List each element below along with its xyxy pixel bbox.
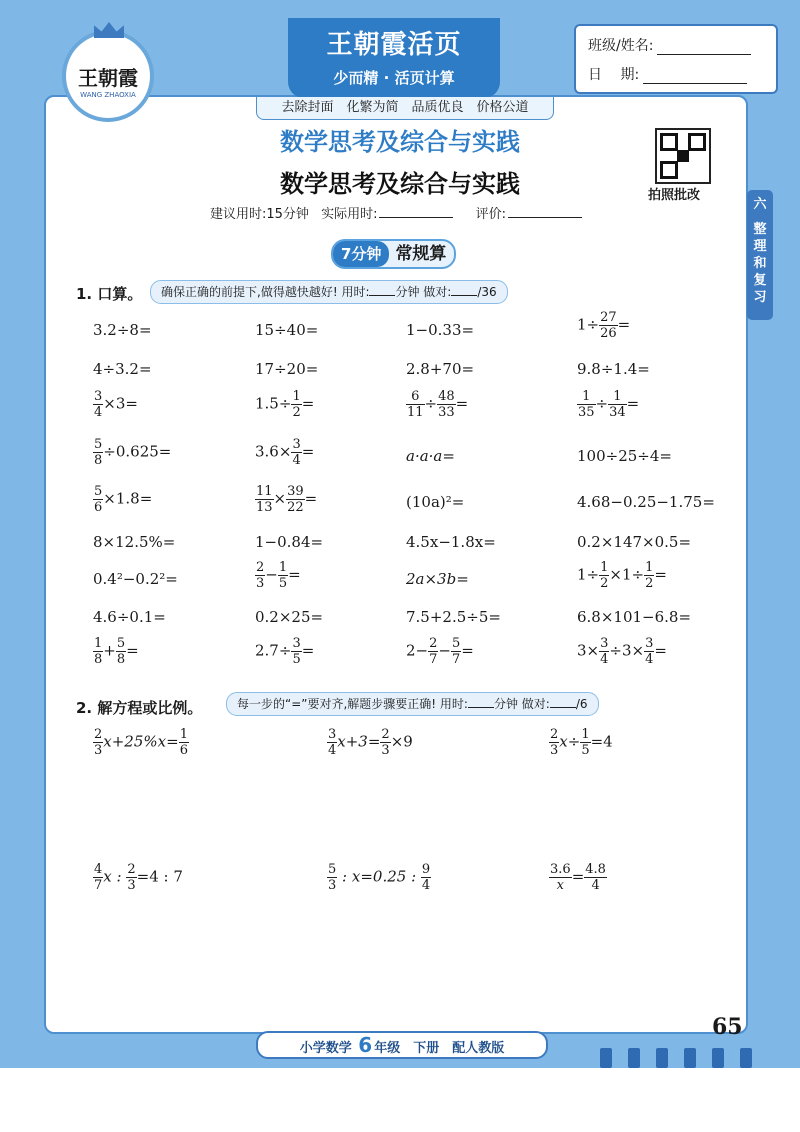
rating-field[interactable]: [508, 205, 582, 218]
oral-problem: $\frac{5}{6}$ ×1.8=: [94, 484, 153, 515]
time-field[interactable]: [468, 696, 494, 708]
oral-problem: 8×12.5%=: [93, 533, 176, 551]
oral-problem: 4÷3.2=: [93, 360, 152, 378]
rating-label: 评价:: [475, 207, 506, 222]
hint-text: 分钟 做对:: [395, 285, 452, 299]
footer-edition: 年级 下册 配人教版: [374, 1041, 505, 1056]
oral-problem: $\frac{11}{13}$ × $\frac{39}{22}$ =: [256, 484, 318, 515]
oral-problem: $\frac{6}{11}$ ÷ $\frac{48}{33}$ =: [407, 389, 469, 420]
suggested-time: 建议用时:15分钟: [210, 207, 309, 222]
actual-time-label: 实际用时:: [321, 207, 378, 222]
side-tab-char: 习: [753, 290, 767, 305]
date-label: 日 期:: [588, 67, 640, 83]
oral-problem: 0.2×147×0.5=: [577, 533, 692, 551]
hint-text: 每一步的“=”要对齐,解题步骤要正确! 用时:: [237, 697, 468, 711]
side-tab-char: 六: [753, 197, 767, 212]
equation: $\frac{2}{3}$ x+25%x= $\frac{1}{6}$: [94, 727, 188, 758]
score-field[interactable]: [451, 284, 477, 296]
oral-problem: 9.8÷1.4=: [577, 360, 650, 378]
oral-problem: 2.7÷ $\frac{3}{5}$ =: [255, 636, 315, 667]
side-tab-char: 复: [753, 273, 767, 288]
oral-problem: 4.68−0.25−1.75=: [577, 493, 715, 511]
decorative-stripes: [600, 1048, 770, 1068]
footer-badge: [256, 1031, 548, 1059]
section2-hint: [226, 692, 599, 716]
section1-title: 1. 口算。: [76, 285, 143, 303]
page-title-blue: 数学思考及综合与实践: [280, 128, 520, 156]
oral-problem: $\frac{5}{8}$ ÷0.625=: [94, 437, 172, 468]
equation: $\frac{5}{3}$ : x=0.25 : $\frac{9}{4}$: [328, 862, 431, 893]
oral-problem: 6.8×101−6.8=: [577, 608, 692, 626]
side-chapter-tab: [747, 190, 773, 320]
oral-problem: a·a·a=: [406, 447, 455, 465]
hint-text: /36: [477, 285, 497, 299]
timing-row: [210, 203, 600, 222]
hint-text: /6: [575, 697, 588, 711]
footer-grade: 6: [358, 1033, 373, 1057]
oral-problem: 1−0.84=: [255, 533, 324, 551]
oral-problem: 17÷20=: [255, 360, 319, 378]
section1-hint: [150, 280, 508, 304]
oral-problem: 1÷ $\frac{1}{2}$ ×1÷ $\frac{1}{2}$ =: [577, 560, 667, 591]
pill-minutes: 7分钟: [333, 241, 389, 267]
equation: $\frac{3}{4}$ x+3= $\frac{2}{3}$ ×9: [328, 727, 413, 758]
oral-problem: 0.2×25=: [255, 608, 324, 626]
score-field[interactable]: [550, 696, 576, 708]
oral-problem: 3.2÷8=: [93, 321, 152, 339]
side-tab-char: 整: [753, 222, 767, 237]
equation: $\frac{2}{3}$ x÷ $\frac{1}{5}$ =4: [550, 727, 613, 758]
oral-problem: $\frac{2}{3}$ − $\frac{1}{5}$ =: [256, 560, 301, 591]
oral-problem: $\frac{1}{8}$ + $\frac{5}{8}$ =: [94, 636, 139, 667]
oral-problem: 2− $\frac{2}{7}$ − $\frac{5}{7}$ =: [406, 636, 474, 667]
logo-subtext: WANG ZHAOXIA: [80, 91, 136, 99]
oral-problem: 0.4²−0.2²=: [93, 570, 178, 588]
student-info-box: [574, 24, 778, 94]
hint-text: 确保正确的前提下,做得越快越好! 用时:: [161, 285, 370, 299]
oral-problem: 7.5+2.5÷5=: [406, 608, 501, 626]
banner-subtitle: 少而精 · 活页计算: [333, 69, 455, 87]
section-pill: [331, 239, 456, 269]
oral-problem: 2a×3b=: [406, 570, 469, 588]
class-name-label: 班级/姓名:: [588, 38, 654, 54]
oral-problem: 4.5x−1.8x=: [406, 533, 496, 551]
oral-problem: 2.8+70=: [406, 360, 475, 378]
equation: $\frac{3.6}{x}=$ $\frac{4.8}{4}$: [550, 862, 606, 893]
oral-problem: $\frac{1}{35}$ ÷ $\frac{1}{34}$ =: [578, 389, 640, 420]
time-field[interactable]: [369, 284, 395, 296]
page-number: 65: [712, 1014, 743, 1040]
oral-problem: 4.6÷0.1=: [93, 608, 166, 626]
oral-problem: (10a)²=: [406, 493, 465, 511]
equation: $\frac{4}{7}$ x : $\frac{2}{3}$ =4 : 7: [94, 862, 183, 893]
slogans: 去除封面 化繁为简 品质优良 价格公道: [256, 97, 554, 120]
date-field[interactable]: [643, 69, 747, 84]
pill-label: 常规算: [395, 244, 447, 264]
hint-text: 分钟 做对:: [493, 697, 550, 711]
qr-label: 拍照批改: [648, 188, 701, 203]
banner-title: 王朝霞活页: [326, 30, 462, 60]
header-banner: [288, 18, 500, 98]
class-name-field[interactable]: [657, 40, 751, 55]
page-title: 数学思考及综合与实践: [280, 170, 520, 198]
oral-problem: 15÷40=: [255, 321, 319, 339]
section2-title: 2. 解方程或比例。: [76, 699, 203, 717]
oral-problem: 1−0.33=: [406, 321, 475, 339]
footer-subject: 小学数学: [299, 1041, 352, 1056]
qr-code-icon[interactable]: [655, 128, 711, 184]
actual-time-field[interactable]: [379, 205, 453, 218]
oral-problem: 100÷25÷4=: [577, 447, 672, 465]
brand-logo: [62, 30, 154, 122]
oral-problem: 3.6× $\frac{3}{4}$ =: [255, 437, 315, 468]
oral-problem: 3× $\frac{3}{4}$ ÷3× $\frac{3}{4}$ =: [577, 636, 667, 667]
oral-problem: 1÷ $\frac{27}{26}$ =: [577, 310, 631, 341]
logo-text: 王朝霞: [78, 66, 138, 90]
side-tab-char: 和: [753, 256, 767, 271]
oral-problem: $\frac{3}{4}$ ×3=: [94, 389, 138, 420]
side-tab-char: 理: [753, 239, 767, 254]
oral-problem: 1.5÷ $\frac{1}{2}$ =: [255, 389, 315, 420]
